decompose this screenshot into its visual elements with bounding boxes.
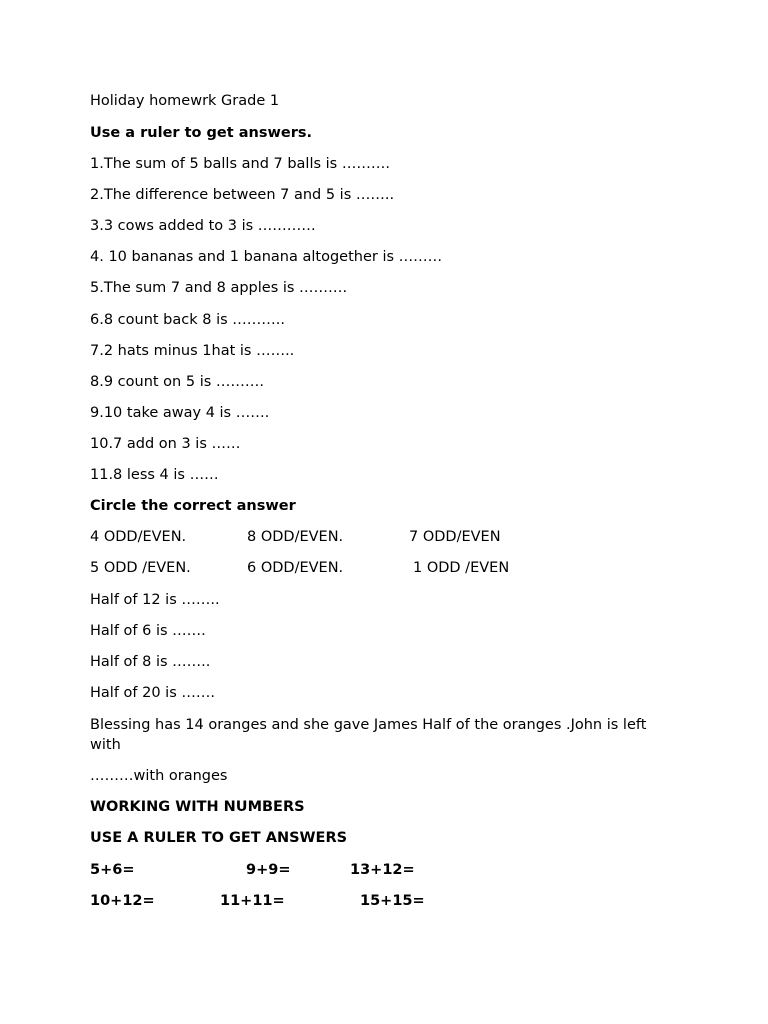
sum-item: 10+12= [90, 893, 155, 909]
section-heading-ruler: Use a ruler to get answers. [90, 125, 312, 141]
question-9: 9.10 take away 4 is ……. [90, 405, 270, 421]
sum-item: 5+6= [90, 862, 135, 878]
question-8: 8.9 count on 5 is ………. [90, 374, 264, 390]
odd-even-item: 6 ODD/EVEN. [247, 560, 344, 576]
half-question-2: Half of 6 is ……. [90, 623, 206, 639]
section-heading-circle: Circle the correct answer [90, 498, 296, 514]
odd-even-item: 8 ODD/EVEN. [247, 529, 344, 545]
question-1: 1.The sum of 5 balls and 7 balls is ………. [90, 156, 390, 172]
question-2: 2.The difference between 7 and 5 is …….. [90, 187, 395, 203]
question-6: 6.8 count back 8 is ……….. [90, 312, 285, 328]
question-10: 10.7 add on 3 is …… [90, 436, 241, 452]
sum-item: 13+12= [350, 862, 415, 878]
sum-item: 9+9= [246, 862, 291, 878]
word-problem: Blessing has 14 oranges and she gave James Half of the oranges .John is left with [90, 717, 647, 753]
sum-item: 11+11= [220, 893, 285, 909]
question-11: 11.8 less 4 is …… [90, 467, 219, 483]
section-subheading-ruler: USE A RULER TO GET ANSWERS [90, 830, 348, 846]
word-problem-answer: ………with oranges [90, 768, 228, 784]
question-5: 5.The sum 7 and 8 apples is ………. [90, 280, 348, 296]
odd-even-item: 7 ODD/EVEN [409, 529, 501, 545]
half-question-4: Half of 20 is ……. [90, 685, 215, 701]
document-title: Holiday homewrk Grade 1 [90, 93, 280, 109]
sum-item: 15+15= [360, 893, 425, 909]
half-question-3: Half of 8 is …….. [90, 654, 211, 670]
question-7: 7.2 hats minus 1hat is …….. [90, 343, 295, 359]
section-heading-numbers: WORKING WITH NUMBERS [90, 799, 305, 815]
odd-even-item: 4 ODD/EVEN. [90, 529, 187, 545]
half-question-1: Half of 12 is …….. [90, 592, 220, 608]
question-4: 4. 10 bananas and 1 banana altogether is ……… [90, 249, 443, 265]
question-3: 3.3 cows added to 3 is ………… [90, 218, 316, 234]
odd-even-item: 1 ODD /EVEN [413, 560, 510, 576]
odd-even-item: 5 ODD /EVEN. [90, 560, 191, 576]
